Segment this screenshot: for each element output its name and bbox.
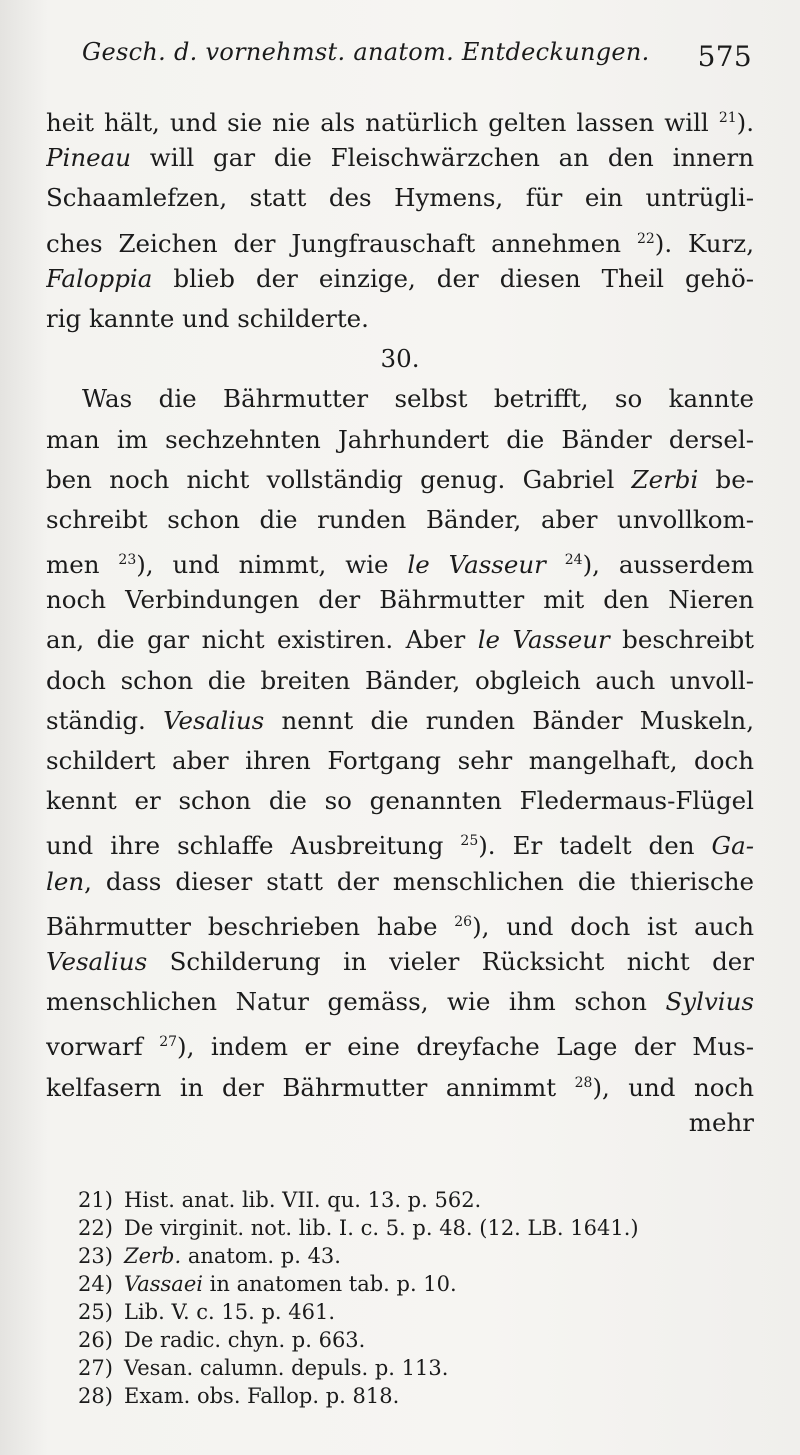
text-run: Hist. anat. lib. VII. qu. 13. p. 562. bbox=[124, 1188, 482, 1212]
text-line bbox=[46, 540, 754, 580]
footnote bbox=[78, 1298, 639, 1326]
text-run: 30. bbox=[380, 344, 420, 374]
text-run: ), indem er eine dreyfache Lage der Mus- bbox=[177, 1032, 754, 1062]
italic-name: Vassaei bbox=[124, 1272, 203, 1296]
text-run: De radic. chyn. p. 663. bbox=[124, 1328, 366, 1352]
italic-name: len bbox=[46, 866, 85, 896]
text-run: schreibt schon die runden Bänder, aber unvollkom- bbox=[46, 504, 754, 534]
text-run: ), und noch bbox=[592, 1072, 754, 1102]
text-run: ben noch nicht vollständig genug. Gabriel bbox=[46, 464, 632, 494]
italic-name: Zerb. bbox=[124, 1244, 182, 1268]
footnote-number: 26) bbox=[78, 1328, 113, 1352]
text-line bbox=[46, 620, 754, 660]
text-run: ches Zeichen der Jungfrauschaft annehmen bbox=[46, 228, 637, 258]
text-line bbox=[46, 661, 754, 701]
text-line bbox=[46, 500, 754, 540]
text-line bbox=[46, 1063, 754, 1103]
text-run: Schilderung in vieler Rücksicht nicht der bbox=[147, 946, 754, 976]
text-line bbox=[46, 219, 754, 259]
footnote bbox=[78, 1186, 639, 1214]
text-run: heit hält, und sie nie als natürlich gelten lassen will bbox=[46, 108, 719, 137]
text-line bbox=[46, 460, 754, 500]
text-line bbox=[46, 259, 754, 299]
text-run: und ihre schlaffe Ausbreitung bbox=[46, 831, 461, 861]
footnote-number: 24) bbox=[78, 1272, 113, 1296]
text-run: ). bbox=[736, 108, 754, 137]
text-run: kelfasern in der Bährmutter annimmt bbox=[46, 1072, 575, 1102]
text-run: nennt die runden Bänder Muskeln, bbox=[264, 705, 754, 735]
text-run: ), ausserdem bbox=[582, 550, 754, 580]
italic-name: Vesalius bbox=[46, 946, 148, 976]
text-run: vorwarf bbox=[46, 1032, 160, 1062]
text-run: menschlichen Natur gemäss, wie ihm schon bbox=[46, 987, 666, 1017]
footnote bbox=[78, 1270, 639, 1298]
text-run: Vesan. calumn. depuls. p. 113. bbox=[124, 1356, 449, 1380]
text-run: rig kannte und schilderte. bbox=[46, 303, 369, 333]
text-run: in anatomen tab. p. 10. bbox=[202, 1272, 457, 1296]
text-run: kennt er schon die so genannten Fledermaus-Flügel bbox=[46, 786, 754, 816]
footnote bbox=[78, 1326, 639, 1354]
text-run: schildert aber ihren Fortgang sehr mangelhaft, doch bbox=[46, 746, 754, 775]
text-run: man im sechzehnten Jahrhundert die Bänder dersel- bbox=[46, 424, 754, 454]
text-run: an, die gar nicht existiren. Aber bbox=[46, 625, 478, 655]
footnote-reference: 24 bbox=[564, 552, 583, 569]
footnote bbox=[78, 1382, 639, 1410]
text-run: De virginit. not. lib. I. c. 5. p. 48. (12. LB. 1641.) bbox=[124, 1216, 639, 1240]
text-run: beschreibt bbox=[609, 625, 754, 655]
page-number: 575 bbox=[697, 40, 752, 73]
footnote-reference: 23 bbox=[118, 552, 137, 569]
running-title: Gesch. d. vornehmst. anatom. Entdeckungen. bbox=[82, 38, 650, 66]
text-run: mehr bbox=[688, 1107, 754, 1137]
text-line bbox=[46, 982, 754, 1022]
italic-name: le Vasseur bbox=[477, 625, 610, 655]
italic-name: Pineau bbox=[46, 143, 131, 173]
italic-name: le Vasseur bbox=[407, 550, 546, 580]
text-run: blieb der einzige, der diesen Theil gehö- bbox=[152, 263, 754, 293]
italic-name: Vesalius bbox=[163, 705, 265, 735]
text-line bbox=[46, 420, 754, 460]
text-run: noch Verbindungen der Bährmutter mit den Nieren bbox=[46, 585, 754, 615]
footnote-reference: 26 bbox=[454, 913, 473, 930]
text-run: Schaamlefzen, statt des Hymens, für ein untrügli- bbox=[46, 183, 754, 213]
text-run: doch schon die breiten Bänder, obgleich auch unvoll- bbox=[46, 665, 754, 695]
italic-name: Zerbi bbox=[631, 464, 699, 494]
text-line bbox=[46, 379, 754, 419]
text-line bbox=[46, 299, 754, 339]
footnote-reference: 27 bbox=[159, 1034, 178, 1051]
footnote bbox=[78, 1214, 639, 1242]
footnote bbox=[78, 1354, 639, 1382]
text-line bbox=[46, 781, 754, 821]
footnote-reference: 25 bbox=[460, 833, 479, 850]
footnotes bbox=[78, 1186, 639, 1410]
text-line bbox=[46, 862, 754, 902]
text-line bbox=[46, 741, 754, 781]
body-text bbox=[46, 98, 754, 1143]
footnote bbox=[78, 1242, 639, 1270]
text-run: anatom. p. 43. bbox=[181, 1244, 341, 1268]
text-line bbox=[46, 1103, 754, 1143]
text-run: ). Kurz, bbox=[654, 228, 754, 258]
text-line bbox=[46, 138, 754, 178]
footnote-number: 22) bbox=[78, 1216, 113, 1240]
footnote-reference: 22 bbox=[636, 230, 655, 247]
text-run: ), und nimmt, wie bbox=[136, 550, 408, 580]
italic-name: Faloppia bbox=[46, 263, 153, 293]
text-run: ). Er tadelt den bbox=[478, 831, 712, 861]
text-run: will gar die Fleischwärzchen an den innern bbox=[130, 143, 754, 173]
text-run bbox=[546, 550, 565, 579]
text-run: , dass dieser statt der menschlichen die thierische bbox=[84, 866, 754, 896]
text-line bbox=[46, 821, 754, 861]
text-run: Lib. V. c. 15. p. 461. bbox=[124, 1300, 336, 1324]
text-line bbox=[46, 701, 754, 741]
italic-name: Ga- bbox=[711, 831, 754, 861]
section-number bbox=[46, 339, 754, 379]
text-run: Was die Bährmutter selbst betrifft, so kannte bbox=[82, 384, 754, 414]
footnote-reference: 21 bbox=[718, 110, 737, 126]
text-run: Exam. obs. Fallop. p. 818. bbox=[124, 1384, 400, 1408]
text-run: Bährmutter beschrieben habe bbox=[46, 911, 455, 941]
text-run: be- bbox=[698, 464, 754, 494]
text-line bbox=[46, 1022, 754, 1062]
text-line bbox=[46, 580, 754, 620]
text-run: ), und doch ist auch bbox=[472, 911, 754, 941]
footnote-number: 23) bbox=[78, 1244, 113, 1268]
text-line bbox=[46, 902, 754, 942]
footnote-number: 25) bbox=[78, 1300, 113, 1324]
text-line bbox=[46, 98, 754, 138]
text-line bbox=[46, 178, 754, 218]
text-run: men bbox=[46, 550, 119, 580]
footnote-number: 27) bbox=[78, 1356, 113, 1380]
text-run: ständig. bbox=[46, 705, 164, 735]
footnote-number: 21) bbox=[78, 1188, 113, 1212]
italic-name: Sylvius bbox=[665, 987, 754, 1017]
text-line bbox=[46, 942, 754, 982]
footnote-number: 28) bbox=[78, 1384, 113, 1408]
footnote-reference: 28 bbox=[574, 1074, 593, 1091]
running-header bbox=[82, 38, 752, 73]
